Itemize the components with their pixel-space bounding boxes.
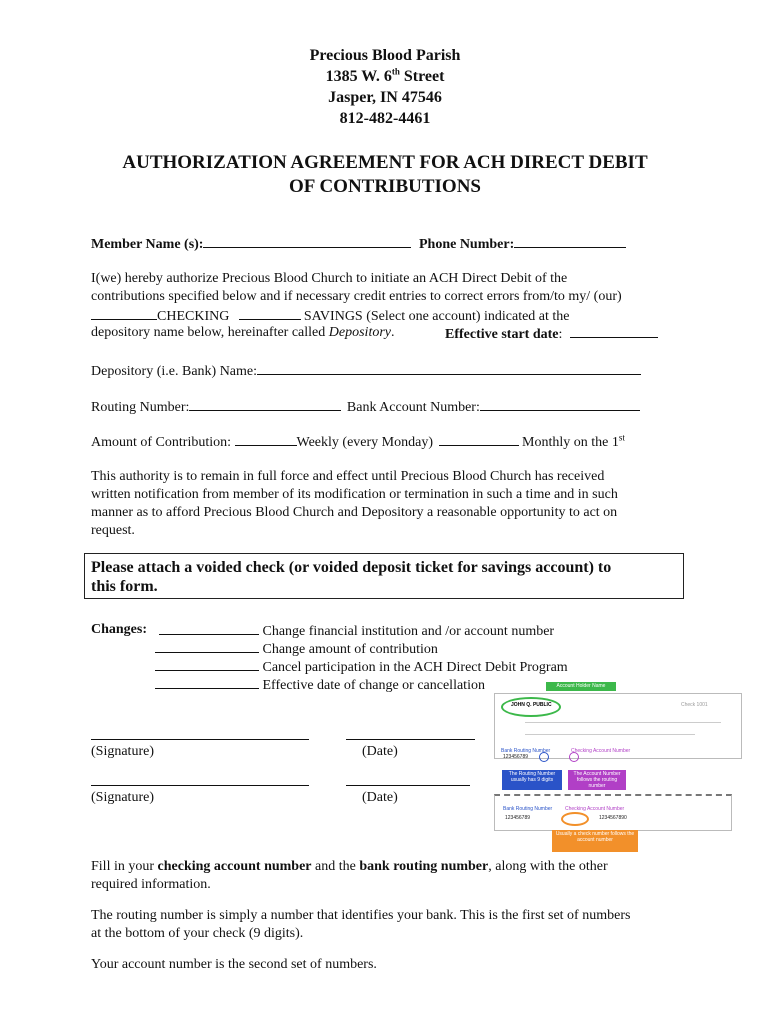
change-option-1 [159,621,554,641]
phone-number-field[interactable] [514,234,626,248]
effective-date-field[interactable] [570,324,658,338]
voided-check-notice [84,553,684,599]
savings-select-field[interactable] [239,306,301,320]
change-option-2-field[interactable] [155,639,259,653]
instr-p1-post: , along with the other [488,859,608,874]
instructions-p3: Your account number is the second set of numbers. [91,957,377,972]
routing-digits-top: 123456789 [503,754,529,760]
weekly-label: Weekly (every Monday) [296,435,433,450]
routing-number-tag: The Routing Number usually has 9 digits [502,770,562,790]
savings-label: SAVINGS (Select one account) indicated at the [303,309,570,324]
check-top [494,693,742,759]
notice-line1: Please attach a voided check (or voided deposit ticket for savings account) to [91,559,612,576]
authorization-line2: contributions specified below and if necessary credit entries to correct errors from/to my/ (our) [91,289,622,304]
authority-line4: request. [91,523,135,538]
signature-label-1: (Signature) [91,744,154,759]
instructions-p2-line1: The routing number is simply a number that identifies your bank. This is the first set of numbers [91,908,631,923]
instr-p1-bold2: bank routing number [359,859,489,874]
amount-row [91,432,625,452]
authorization-line3 [91,306,570,326]
routing-digits-bottom: 123456789 [505,815,531,821]
change-option-3-field[interactable] [155,657,259,671]
depository-period: . [391,325,395,340]
authorization-line1: I(we) hereby authorize Precious Blood Church to initiate an ACH Direct Debit of the [91,271,568,286]
monthly-sup: st [618,432,625,443]
account-caption: Checking Account Number [571,748,631,754]
routing-marker-icon [539,752,549,762]
parish-name: Precious Blood Parish [309,47,461,64]
change-option-4 [155,675,485,695]
instructions-p1-line1 [91,858,608,876]
account-marker-icon [569,752,579,762]
account-number-tag: The Account Number follows the routing number [568,770,626,790]
street-address-sup: th [391,66,400,77]
date-line-1[interactable] [346,739,475,740]
checking-select-field[interactable] [91,306,157,320]
date-label-1: (Date) [362,744,398,759]
parish-phone: 812-482-4461 [339,110,431,127]
account-number-label: Bank Account Number: [346,400,480,415]
sample-check-illustration [488,682,742,854]
effective-date-row [445,324,658,344]
name-bubble-text: JOHN Q. PUBLIC [511,702,552,708]
signature-line-2[interactable] [91,785,309,786]
change-option-3 [155,657,568,677]
change-option-1-field[interactable] [159,621,259,635]
account-caption-bottom: Checking Account Number [565,806,625,812]
depository-row [91,361,641,381]
date-label-2: (Date) [362,790,398,805]
authorization-line4 [91,324,395,342]
date-line-2[interactable] [346,785,470,786]
authority-line2: written notification from member of its modification or termination in such a time and in such [91,487,618,502]
signature-line-1[interactable] [91,739,309,740]
routing-number-label: Routing Number: [91,400,190,415]
city-state-zip: Jasper, IN 47546 [328,89,442,106]
street-address [0,68,770,86]
routing-caption: Bank Routing Number [501,748,551,754]
depository-text: depository name below, hereinafter called [91,325,329,340]
routing-caption-bottom: Bank Routing Number [503,806,553,812]
monthly-amount-field[interactable] [439,432,519,446]
change-option-2-label: Change amount of contribution [262,642,438,657]
check-number-tag: Usually a check number follows the account number [552,830,638,852]
street-address-tail: Street [399,68,445,85]
effective-date-colon: : [558,327,563,342]
effective-date-label: Effective start date [445,327,559,342]
member-name-row [91,234,626,254]
depository-name-label: Depository (i.e. Bank) Name: [91,364,258,379]
signature-label-2: (Signature) [91,790,154,805]
check-bottom [494,794,732,831]
account-number-field[interactable] [480,397,640,411]
depository-name-field[interactable] [257,361,641,375]
instr-p1-pre: Fill in your [91,859,158,874]
member-name-field[interactable] [203,234,411,248]
change-option-2 [155,639,438,659]
changes-label: Changes: [91,622,148,637]
change-option-1-label: Change financial institution and /or account number [262,624,555,639]
change-option-4-label: Effective date of change or cancellation [262,678,485,693]
routing-account-row [91,397,640,417]
routing-number-field[interactable] [189,397,341,411]
instr-p1-mid: and the [311,859,360,874]
weekly-amount-field[interactable] [235,432,297,446]
authority-line1: This authority is to remain in full force and effect until Precious Blood Church has received [91,469,605,484]
check-number: Check 1001 [681,702,708,708]
member-name-label: Member Name (s): [91,237,204,252]
phone-number-label: Phone Number: [418,237,515,252]
instructions-p2-line2: at the bottom of your check (9 digits). [91,926,304,941]
authority-line3: manner as to afford Precious Blood Church and Depository a reasonable opportunity to act on [91,505,618,520]
depository-word: Depository [328,325,391,340]
checking-label: CHECKING [157,309,230,324]
notice-line2: this form. [91,578,158,595]
check-number-bubble [561,812,589,826]
account-holder-tag: Account Holder Name [546,682,616,691]
monthly-label: Monthly on the 1 [522,435,619,450]
page-title-line2: OF CONTRIBUTIONS [289,176,481,197]
change-option-3-label: Cancel participation in the ACH Direct Debit Program [262,660,568,675]
amount-label: Amount of Contribution: [91,435,231,450]
account-digits-bottom: 1234567890 [599,815,627,821]
street-address-main: 1385 W. 6 [325,68,392,85]
page-title-line1: AUTHORIZATION AGREEMENT FOR ACH DIRECT DEBIT [122,152,648,173]
instructions-p1-line2: required information. [91,877,211,892]
instr-p1-bold1: checking account number [157,859,312,874]
change-option-4-field[interactable] [155,675,259,689]
